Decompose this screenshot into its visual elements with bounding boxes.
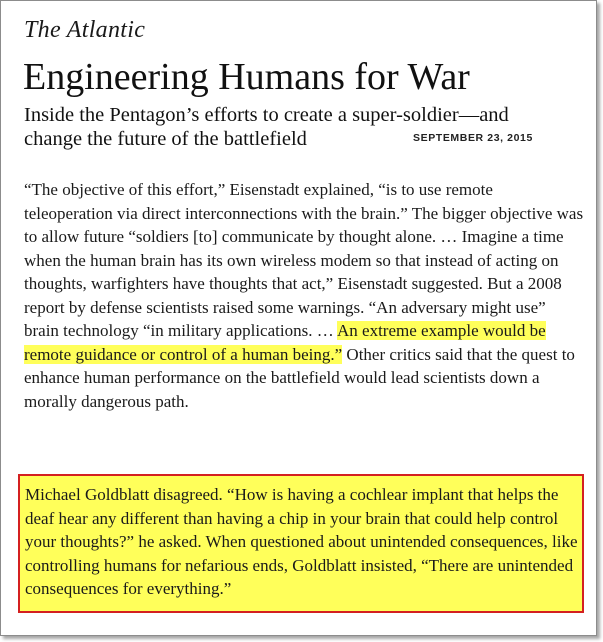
article-date: SEPTEMBER 23, 2015	[413, 132, 533, 144]
highlighted-callout-paragraph	[18, 474, 584, 613]
paragraph-text: “The objective of this effort,” Eisenstadt explained, “is to use remote teleoperation via direct interconnections with the brain.” The bigger objective was to allow future “soldiers [to] communicate by thought alone. … Imagine a time when the human brain has its own wireless modem so that instead of acting on thoughts, warfighters have thoughts that act,” Eisenstadt suggested. But a 2008 report by defense scientists raised some warnings. “An adversary might use” brain technology “in military applications. …	[24, 180, 584, 340]
paragraph-text: Other critics said that the quest to enhance human performance on the battlefield would lead scientists down a morally dangerous path.	[24, 344, 575, 411]
article-body	[24, 178, 584, 413]
publication-name: The Atlantic	[24, 17, 146, 43]
callout-text: Michael Goldblatt disagreed. “How is having a cochlear implant that helps the deaf hear any different than having a chip in your brain that could help control your thoughts?” he asked. When questioned about unintended consequences, like controlling humans for nefarious ends, Goldblatt insisted, “There are unintended consequences for everything.”	[25, 485, 578, 598]
highlighted-quote: An extreme example would be remote guidance or control of a human being.”	[24, 321, 546, 364]
article-dek: Inside the Pentagon’s efforts to create a super-soldier—and change the future of the battlefield	[24, 104, 509, 150]
article-headline: Engineering Humans for War	[23, 56, 470, 98]
body-paragraph	[24, 178, 584, 413]
